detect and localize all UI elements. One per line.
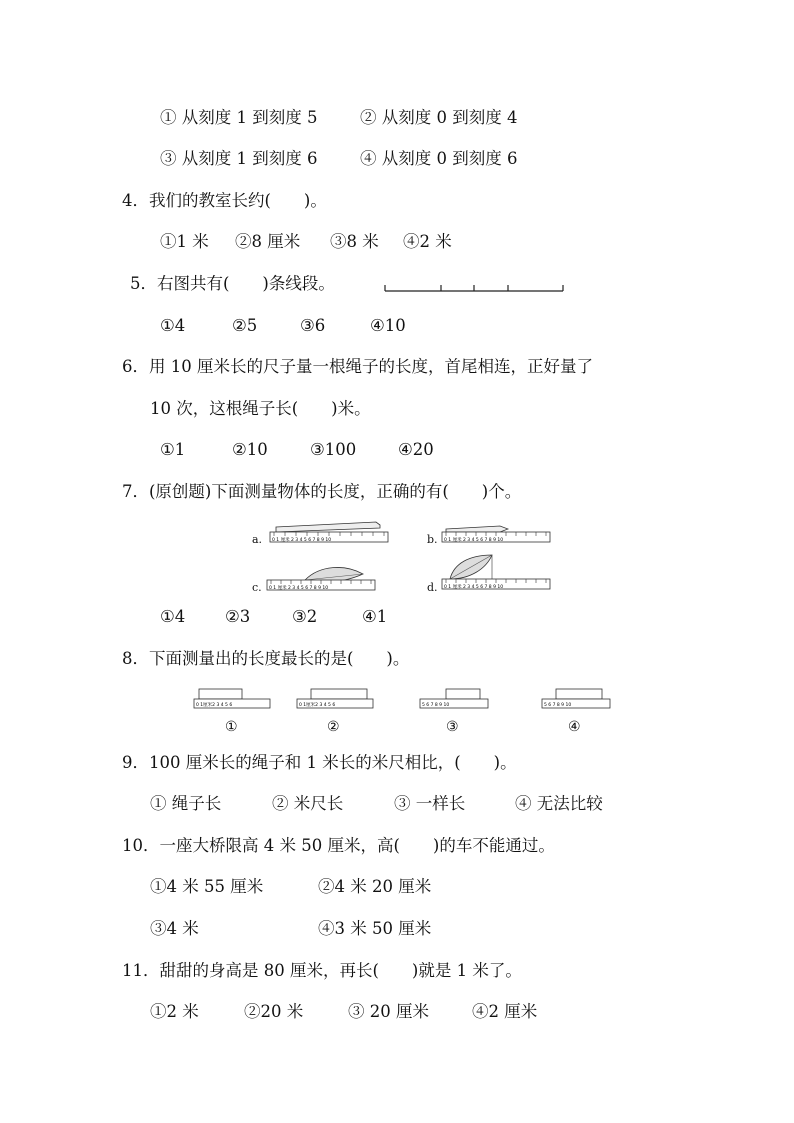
svg-text:0 1 厘米 2 3 4 5 6 7 8 9 10: 0 1 厘米 2 3 4 5 6 7 8 9 10 <box>269 586 329 591</box>
q11-option-3[interactable]: ③ 20 厘米 <box>348 1002 429 1021</box>
q11-option-1[interactable]: ①2 米 <box>150 1002 199 1021</box>
q7-option-3[interactable]: ③2 <box>292 607 318 626</box>
q6-stem-line1: 6．用 10 厘米长的尺子量一根绳子的长度，首尾相连，正好量了 <box>122 357 593 376</box>
svg-text:5 6 7 8 9 10: 5 6 7 8 9 10 <box>422 703 450 708</box>
q6-option-2[interactable]: ②10 <box>232 440 268 459</box>
q6-stem-line2: 10 次，这根绳子长( )米。 <box>150 399 371 418</box>
q4-stem: 4．我们的教室长约( )。 <box>122 191 327 210</box>
q5-option-1[interactable]: ①4 <box>160 316 186 335</box>
q11-stem: 11．甜甜的身高是 80 厘米，再长( )就是 1 米了。 <box>122 961 522 980</box>
q3-option-2[interactable]: ② 从刻度 0 到刻度 4 <box>360 108 518 127</box>
q8-figure-3 <box>418 686 492 710</box>
q4-option-3[interactable]: ③8 米 <box>330 232 379 251</box>
q5-stem: 5．右图共有( )条线段。 <box>130 274 335 293</box>
q6-option-1[interactable]: ①1 <box>160 440 186 459</box>
q7-figure-b <box>440 518 555 544</box>
q10-option-4[interactable]: ④3 米 50 厘米 <box>318 919 432 938</box>
q11-option-4[interactable]: ④2 厘米 <box>472 1002 538 1021</box>
q10-option-3[interactable]: ③4 米 <box>150 919 199 938</box>
q7-option-2[interactable]: ②3 <box>225 607 251 626</box>
q7-figure-d <box>440 553 555 591</box>
q11-option-2[interactable]: ②20 米 <box>244 1002 304 1021</box>
q7-figure-c <box>265 560 380 592</box>
q8-figure-2 <box>295 686 377 710</box>
q9-option-3[interactable]: ③ 一样长 <box>394 794 466 813</box>
q9-stem: 9．100 厘米长的绳子和 1 米长的米尺相比，( )。 <box>122 753 517 772</box>
q8-stem: 8．下面测量出的长度最长的是( )。 <box>122 649 410 668</box>
svg-text:0 1 厘米 2 3 4 5 6 7 8 9 10: 0 1 厘米 2 3 4 5 6 7 8 9 10 <box>272 538 332 543</box>
svg-text:5 6 7 8 9 10: 5 6 7 8 9 10 <box>544 703 572 708</box>
q8-figure-4-label: ④ <box>568 719 581 735</box>
q8-figure-1 <box>192 686 274 710</box>
q9-option-2[interactable]: ② 米尺长 <box>272 794 344 813</box>
q7-figure-a-label: a. <box>252 533 263 546</box>
svg-text:0 1 厘米 2 3 4 5 6 7 8 9 10: 0 1 厘米 2 3 4 5 6 7 8 9 10 <box>444 538 504 543</box>
svg-text:0 1厘米2 3 4 5 6: 0 1厘米2 3 4 5 6 <box>299 703 336 708</box>
q8-figure-2-label: ② <box>327 719 340 735</box>
q7-figure-d-label: d. <box>427 581 438 594</box>
q7-figure-a <box>268 518 393 544</box>
q10-option-2[interactable]: ②4 米 20 厘米 <box>318 877 432 896</box>
q10-option-1[interactable]: ①4 米 55 厘米 <box>150 877 264 896</box>
q8-figure-1-label: ① <box>225 719 238 735</box>
q5-option-4[interactable]: ④10 <box>370 316 406 335</box>
q3-option-3[interactable]: ③ 从刻度 1 到刻度 6 <box>160 149 318 168</box>
q5-option-3[interactable]: ③6 <box>300 316 326 335</box>
q7-figure-c-label: c. <box>252 581 262 594</box>
q6-option-3[interactable]: ③100 <box>310 440 357 459</box>
q8-figure-3-label: ③ <box>446 719 459 735</box>
q9-option-1[interactable]: ① 绳子长 <box>150 794 222 813</box>
q10-stem: 10．一座大桥限高 4 米 50 厘米，高( )的车不能通过。 <box>122 836 555 855</box>
q4-option-4[interactable]: ④2 米 <box>403 232 452 251</box>
q7-option-1[interactable]: ①4 <box>160 607 186 626</box>
q4-option-2[interactable]: ②8 厘米 <box>235 232 301 251</box>
q3-option-1[interactable]: ① 从刻度 1 到刻度 5 <box>160 108 318 127</box>
q4-option-1[interactable]: ①1 米 <box>160 232 209 251</box>
q7-figure-b-label: b. <box>427 533 438 546</box>
q7-option-4[interactable]: ④1 <box>362 607 388 626</box>
q5-line-segment-figure <box>380 280 570 296</box>
q8-figure-4 <box>540 686 612 710</box>
q3-option-4[interactable]: ④ 从刻度 0 到刻度 6 <box>360 149 518 168</box>
q7-stem: 7．(原创题)下面测量物体的长度，正确的有( )个。 <box>122 482 522 501</box>
svg-text:0 1 厘米 2 3 4 5 6 7 8 9 10: 0 1 厘米 2 3 4 5 6 7 8 9 10 <box>444 585 504 590</box>
q5-option-2[interactable]: ②5 <box>232 316 258 335</box>
svg-text:0 1厘米2 3 4 5 6: 0 1厘米2 3 4 5 6 <box>196 703 233 708</box>
q9-option-4[interactable]: ④ 无法比较 <box>515 794 603 813</box>
q6-option-4[interactable]: ④20 <box>398 440 434 459</box>
